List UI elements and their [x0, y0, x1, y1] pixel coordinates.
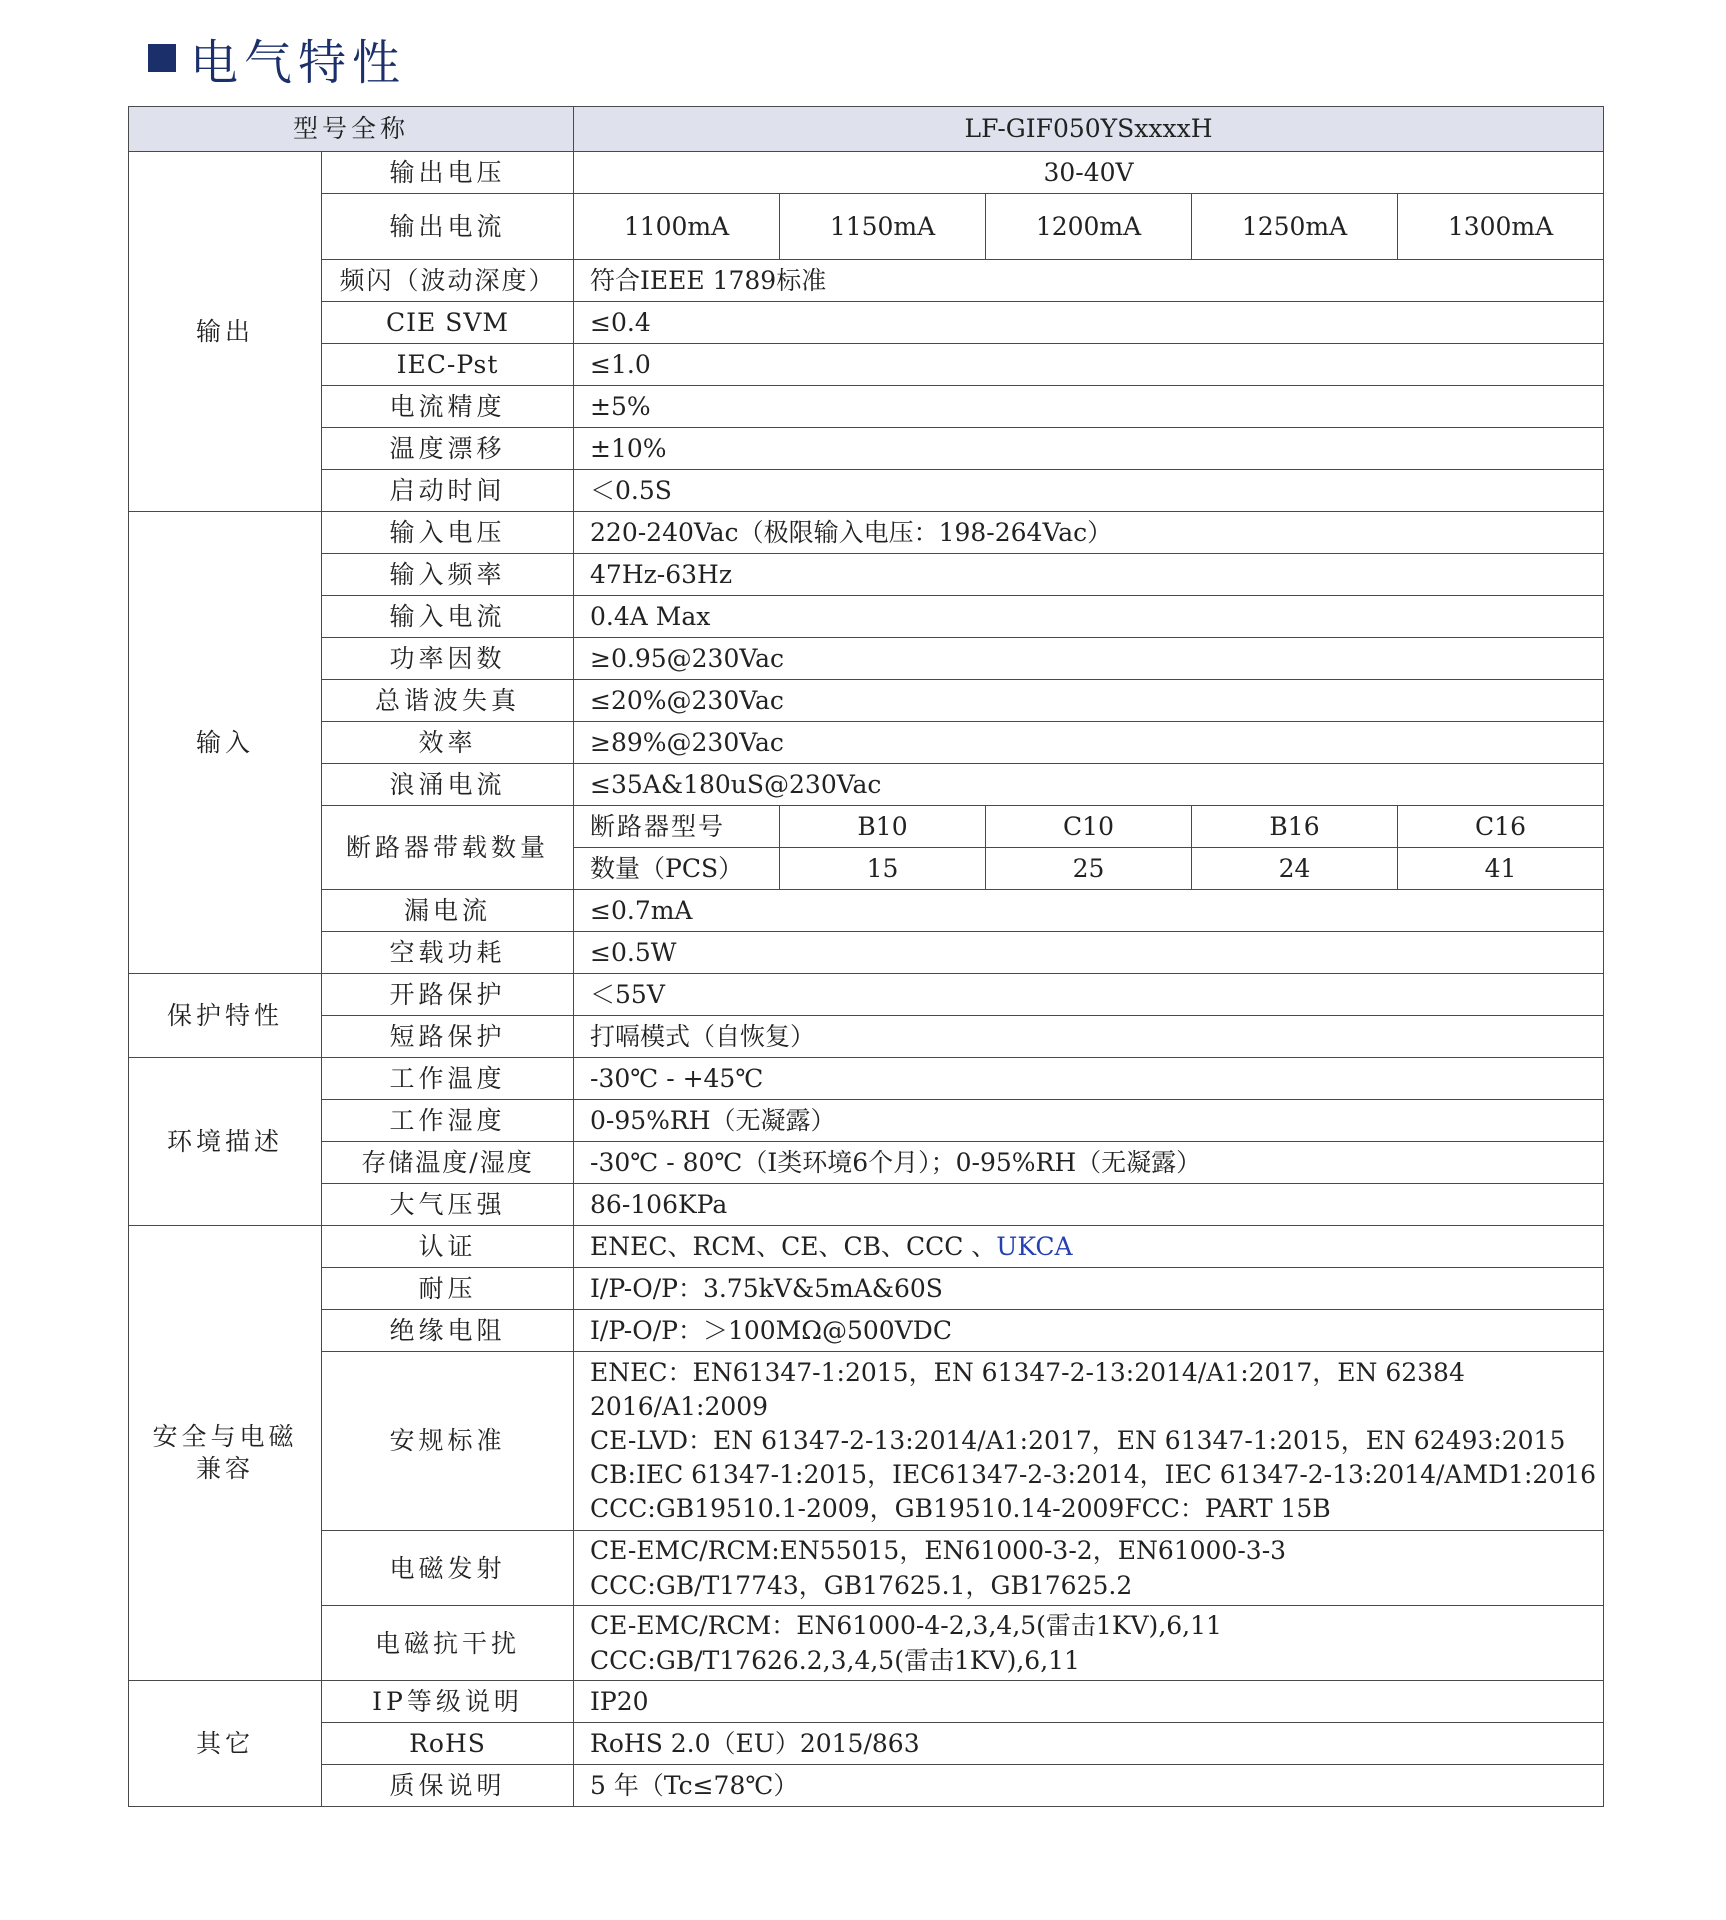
table-row [129, 302, 1604, 344]
row-label: IEC-Pst [322, 344, 574, 386]
category-output: 输出 [129, 152, 322, 512]
table-row [129, 1606, 1604, 1681]
row-label: 输出电压 [322, 152, 574, 194]
row-value [574, 1531, 1604, 1606]
immunity-line: CCC:GB/T17626.2,3,4,5(雷击1KV),6,11 [590, 1646, 1080, 1675]
row-value: -30℃ - 80℃（Ⅰ类环境6个月）；0-95%RH（无凝露） [574, 1142, 1604, 1184]
row-label: 电磁发射 [322, 1531, 574, 1606]
table-row [129, 1681, 1604, 1723]
current-cell: 1100mA [574, 194, 780, 260]
breaker-qty-cell: 41 [1398, 848, 1604, 890]
table-row [129, 1184, 1604, 1226]
category-safety [129, 1226, 322, 1681]
row-label: 电流精度 [322, 386, 574, 428]
row-value: ＜55V [574, 974, 1604, 1016]
header-value: LF-GIF050YSxxxxH [574, 107, 1604, 152]
row-value: 5 年（Tc≤78℃） [574, 1765, 1604, 1807]
row-label: 认证 [322, 1226, 574, 1268]
row-label: 开路保护 [322, 974, 574, 1016]
table-row [129, 1310, 1604, 1352]
table-row [129, 806, 1604, 848]
category-safety-line1: 安全与电磁 [152, 1422, 298, 1451]
title-square-icon [148, 44, 176, 72]
spec-table [128, 106, 1604, 1807]
title-text: 电气特性 [190, 34, 407, 91]
row-label: 浪涌电流 [322, 764, 574, 806]
row-value: 220-240Vac（极限输入电压：198-264Vac） [574, 512, 1604, 554]
category-protection: 保护特性 [129, 974, 322, 1058]
row-value: -30℃ - +45℃ [574, 1058, 1604, 1100]
category-other: 其它 [129, 1681, 322, 1807]
category-environment: 环境描述 [129, 1058, 322, 1226]
table-row [129, 260, 1604, 302]
table-row [129, 1016, 1604, 1058]
table-row [129, 1352, 1604, 1531]
table-row [129, 152, 1604, 194]
table-row [129, 1765, 1604, 1807]
row-value: 0-95%RH（无凝露） [574, 1100, 1604, 1142]
row-value: 47Hz-63Hz [574, 554, 1604, 596]
row-label: 电磁抗干扰 [322, 1606, 574, 1681]
table-row [129, 974, 1604, 1016]
standards-line: CB:IEC 61347-1:2015，IEC61347-2-3:2014，IEC 61347-2-13:2014/AMD1:2016 [590, 1460, 1597, 1489]
row-value: 符合IEEE 1789标准 [574, 260, 1604, 302]
row-value: RoHS 2.0（EU）2015/863 [574, 1723, 1604, 1765]
breaker-qty-label: 数量（PCS） [574, 848, 780, 890]
row-label: 温度漂移 [322, 428, 574, 470]
table-row [129, 554, 1604, 596]
row-label: 空载功耗 [322, 932, 574, 974]
table-row [129, 512, 1604, 554]
cert-list: ENEC、RCM、CE、CB、CCC 、 [590, 1231, 997, 1261]
row-value: ≤1.0 [574, 344, 1604, 386]
row-label: 短路保护 [322, 1016, 574, 1058]
breaker-type-label: 断路器型号 [574, 806, 780, 848]
table-row [129, 764, 1604, 806]
row-value: ≤0.4 [574, 302, 1604, 344]
table-row [129, 386, 1604, 428]
breaker-type-cell: B16 [1192, 806, 1398, 848]
row-value: 86-106KPa [574, 1184, 1604, 1226]
row-label: 工作温度 [322, 1058, 574, 1100]
current-cell: 1250mA [1192, 194, 1398, 260]
cert-highlight: UKCA [996, 1231, 1073, 1261]
row-label: 输入电压 [322, 512, 574, 554]
row-label: 工作湿度 [322, 1100, 574, 1142]
row-value: IP20 [574, 1681, 1604, 1723]
standards-line: CE-LVD：EN 61347-2-13:2014/A1:2017，EN 61347-1:2015，EN 62493:2015 [590, 1426, 1566, 1455]
row-value: I/P-O/P：3.75kV&5mA&60S [574, 1268, 1604, 1310]
table-row [129, 596, 1604, 638]
standards-line: ENEC：EN61347-1:2015，EN 61347-2-13:2014/A1:2017，EN 62384 [590, 1358, 1465, 1387]
table-row [129, 1723, 1604, 1765]
current-cell: 1150mA [780, 194, 986, 260]
row-value [574, 1606, 1604, 1681]
row-value: ＜0.5S [574, 470, 1604, 512]
table-row [129, 1058, 1604, 1100]
row-label: 存储温度/湿度 [322, 1142, 574, 1184]
current-cell: 1200mA [986, 194, 1192, 260]
category-input: 输入 [129, 512, 322, 974]
page-title [148, 26, 406, 90]
row-label: 绝缘电阻 [322, 1310, 574, 1352]
table-row [129, 1268, 1604, 1310]
breaker-qty-cell: 24 [1192, 848, 1398, 890]
row-label: CIE SVM [322, 302, 574, 344]
row-value: 打嗝模式（自恢复） [574, 1016, 1604, 1058]
row-label: IP等级说明 [322, 1681, 574, 1723]
row-label: 大气压强 [322, 1184, 574, 1226]
row-value [574, 1352, 1604, 1531]
breaker-type-cell: B10 [780, 806, 986, 848]
row-value: ≤0.5W [574, 932, 1604, 974]
immunity-line: CE-EMC/RCM：EN61000-4-2,3,4,5(雷击1KV),6,11 [590, 1611, 1222, 1640]
table-row [129, 1100, 1604, 1142]
standards-line: 2016/A1:2009 [590, 1392, 769, 1421]
breaker-type-cell: C16 [1398, 806, 1604, 848]
row-label: 输出电流 [322, 194, 574, 260]
table-row [129, 1226, 1604, 1268]
emission-line: CE-EMC/RCM:EN55015，EN61000-3-2，EN61000-3-3 [590, 1536, 1287, 1565]
row-value: 0.4A Max [574, 596, 1604, 638]
row-label: 质保说明 [322, 1765, 574, 1807]
table-row [129, 344, 1604, 386]
row-label: 频闪（波动深度） [322, 260, 574, 302]
row-value: I/P-O/P：＞100MΩ@500VDC [574, 1310, 1604, 1352]
row-value: ≥0.95@230Vac [574, 638, 1604, 680]
breaker-type-cell: C10 [986, 806, 1192, 848]
row-label: 效率 [322, 722, 574, 764]
table-row [129, 1142, 1604, 1184]
row-value: ≥89%@230Vac [574, 722, 1604, 764]
row-value: ±10% [574, 428, 1604, 470]
row-label: 漏电流 [322, 890, 574, 932]
table-row [129, 722, 1604, 764]
row-label: 启动时间 [322, 470, 574, 512]
table-row [129, 890, 1604, 932]
row-label: 输入电流 [322, 596, 574, 638]
row-label: 安规标准 [322, 1352, 574, 1531]
table-row [129, 470, 1604, 512]
row-value: ≤35A&180uS@230Vac [574, 764, 1604, 806]
table-row [129, 932, 1604, 974]
row-value: 30-40V [574, 152, 1604, 194]
row-label: 耐压 [322, 1268, 574, 1310]
breaker-qty-cell: 15 [780, 848, 986, 890]
table-row [129, 428, 1604, 470]
table-row [129, 638, 1604, 680]
category-safety-line2: 兼容 [195, 1454, 254, 1483]
row-value: ≤20%@230Vac [574, 680, 1604, 722]
row-value: ±5% [574, 386, 1604, 428]
row-label: 总谐波失真 [322, 680, 574, 722]
row-label: 断路器带载数量 [322, 806, 574, 890]
table-row [129, 680, 1604, 722]
breaker-qty-cell: 25 [986, 848, 1192, 890]
table-row-header [129, 107, 1604, 152]
row-label: 功率因数 [322, 638, 574, 680]
row-value: ≤0.7mA [574, 890, 1604, 932]
table-row [129, 1531, 1604, 1606]
current-cell: 1300mA [1398, 194, 1604, 260]
row-label: RoHS [322, 1723, 574, 1765]
row-label: 输入频率 [322, 554, 574, 596]
emission-line: CCC:GB/T17743，GB17625.1，GB17625.2 [590, 1571, 1133, 1600]
standards-line: CCC:GB19510.1-2009，GB19510.14-2009FCC：PART 15B [590, 1494, 1331, 1523]
header-label: 型号全称 [129, 107, 574, 152]
table-row [129, 194, 1604, 260]
row-value [574, 1226, 1604, 1268]
